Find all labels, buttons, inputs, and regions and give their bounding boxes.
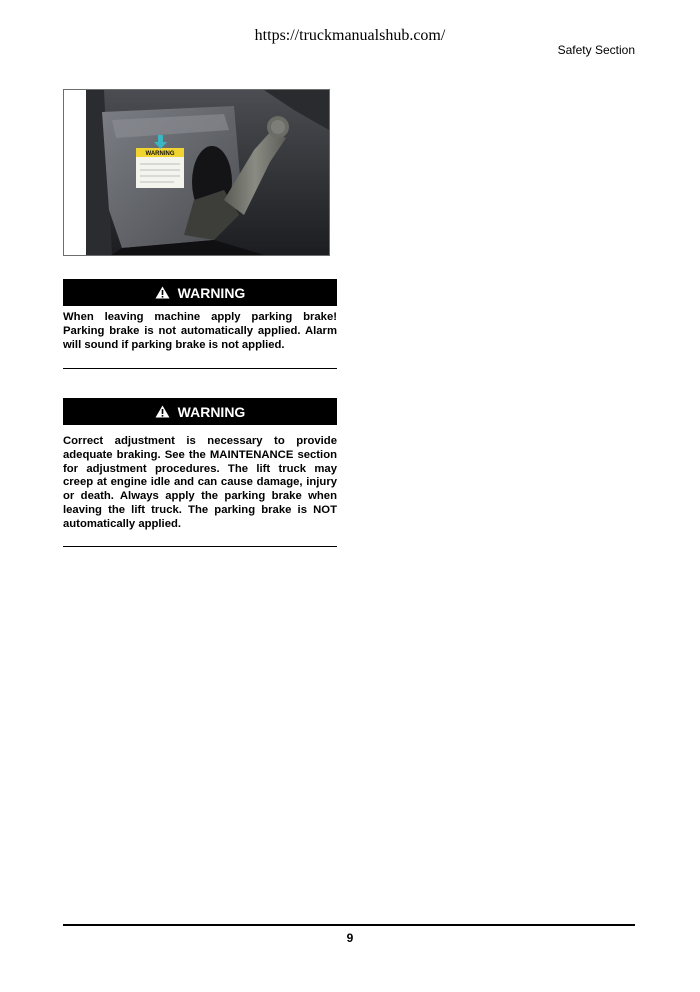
- divider-rule-1: [63, 368, 337, 369]
- section-title: Safety Section: [557, 43, 635, 57]
- warning-title-2: WARNING: [177, 403, 246, 420]
- header-url: https://truckmanualshub.com/: [254, 27, 446, 44]
- warning-triangle-icon: [155, 405, 170, 418]
- warning-banner-1: [63, 279, 337, 306]
- decal-label: WARNING: [145, 151, 175, 157]
- divider-rule-2: [63, 546, 337, 547]
- warning-title-1: WARNING: [177, 284, 246, 301]
- warning-text-2: Correct adjustment is necessary to provide adequate braking. See the MAINTENANCE section for adjustment procedures. The lift truck may creep at engine idle and can cause damage, injury or death. Always apply the parking brake when leaving the lift truck. The parking brake is NOT automatically applied.: [63, 435, 337, 530]
- parking-brake-photo: [63, 89, 330, 256]
- photo-illustration: [64, 90, 329, 255]
- warning-triangle-icon: [155, 286, 170, 299]
- warning-text-1: When leaving machine apply parking brake! Parking brake is not automatically applied. Alarm will sound if parking brake is not applied.: [63, 311, 337, 351]
- warning-banner-2: [63, 398, 337, 425]
- footer-rule: [63, 924, 635, 926]
- page-number: 9: [346, 931, 354, 945]
